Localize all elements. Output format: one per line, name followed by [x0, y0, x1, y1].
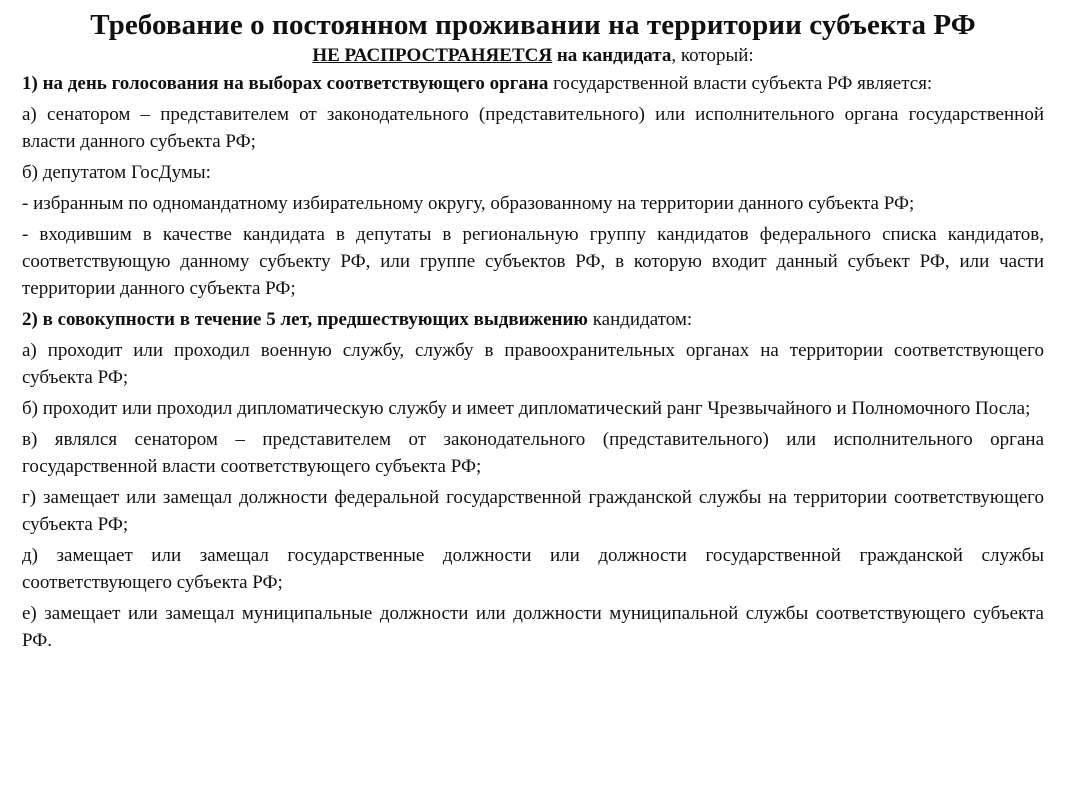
section2-heading-rest: кандидатом:	[587, 309, 693, 330]
section2-item-d: д) замещает или замещал государственные должности или должности государственной гражданской службы соответствующего субъекта РФ;	[22, 545, 1044, 593]
section1-item-a: а) сенатором – представителем от законодательного (представительного) или исполнительного органа государственной власти данного субъекта РФ;	[22, 104, 1044, 152]
page-title: Требование о постоянном проживании на территории субъекта РФ	[90, 9, 976, 41]
section2-item-e: е) замещает или замещал муниципальные должности или должности муниципальной службы соответствующего субъекта РФ.	[22, 603, 1044, 651]
subtitle-rest: , который:	[671, 45, 754, 66]
section1-item-b: б) депутатом ГосДумы:	[22, 162, 211, 183]
section2-item-b: б) проходит или проходил дипломатическую службу и имеет дипломатический ранг Чрезвычайного и Полномочного Посла;	[22, 398, 1031, 419]
section2-item-a: а) проходит или проходил военную службу, службу в правоохранительных органах на территории соответствующего субъекта РФ;	[22, 340, 1044, 388]
section1-heading-rest: государственной власти субъекта РФ является:	[548, 73, 933, 94]
section2-heading-bold: 2) в совокупности в течение 5 лет, предшествующих выдвижению	[22, 309, 588, 330]
section1-item-b-dash2: - входившим в качестве кандидата в депутаты в региональную группу кандидатов федерального списка кандидатов, соответствующую данному субъекту РФ, или группе субъектов РФ, в которую входит данный субъект РФ, или части территории данного субъекта РФ;	[22, 224, 1044, 299]
section1-item-b-dash1: - избранным по одномандатному избирательному округу, образованному на территории данного субъекта РФ;	[22, 193, 915, 214]
subtitle	[22, 44, 1044, 68]
section1-heading-bold: 1) на день голосования на выборах соответствующего органа	[22, 73, 549, 94]
subtitle-bold: на кандидата	[552, 45, 672, 66]
section1-heading	[22, 70, 1044, 97]
section2-heading	[22, 306, 1044, 333]
section2-item-g: г) замещает или замещал должности федеральной государственной гражданской службы на территории соответствующего субъекта РФ;	[22, 487, 1044, 535]
subtitle-underlined: НЕ РАСПРОСТРАНЯЕТСЯ	[312, 45, 553, 66]
section2-item-v: в) являлся сенатором – представителем от законодательного (представительного) или исполнительного органа государственной власти соответствующего субъекта РФ;	[22, 429, 1044, 477]
